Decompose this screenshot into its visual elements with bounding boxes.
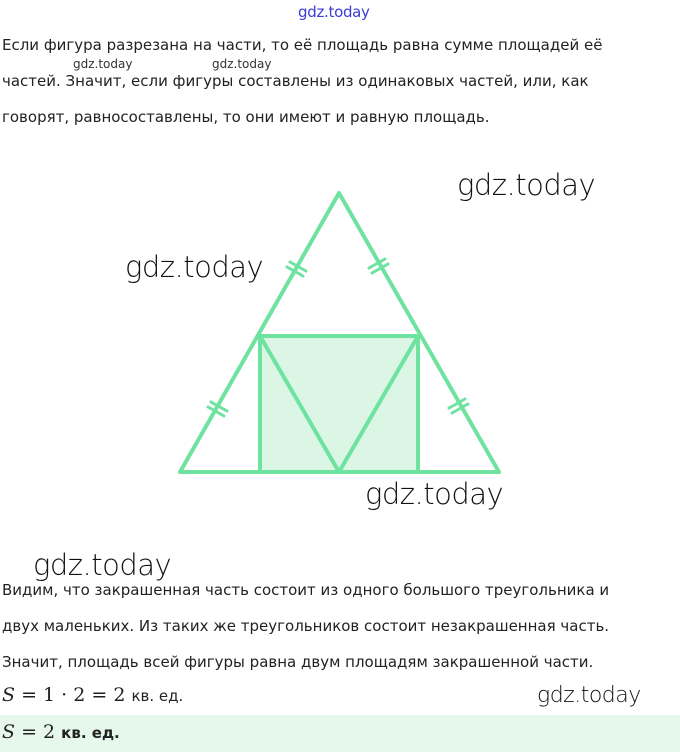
formula-calculation: [2, 684, 183, 706]
watermark-large-1: gdz.today: [457, 168, 596, 202]
intro-line-3: говорят, равносоставлены, то они имеют и равную площадь.: [2, 108, 490, 126]
watermark-top: gdz.today: [298, 3, 370, 21]
answer-formula: [2, 721, 120, 743]
explanation-line-2: двух маленьких. Из таких же треугольников состоит незакрашенная часть.: [2, 617, 610, 635]
explanation-line-3: Значит, площадь всей фигуры равна двум площадям закрашенной части.: [2, 653, 594, 671]
watermark-large-2: gdz.today: [125, 250, 264, 284]
formula-unit: кв. ед.: [131, 687, 184, 705]
explanation-paragraph: [2, 572, 609, 680]
answer-expression: = 2: [15, 721, 62, 743]
intro-line-1: Если фигура разрезана на части, то её площадь равна сумме площадей её: [2, 36, 603, 54]
formula-expression: = 1 · 2 = 2: [15, 684, 132, 706]
answer-unit: кв. ед.: [61, 724, 120, 742]
intro-line-2: частей. Значит, если фигуры составлены из одинаковых частей, или, как: [2, 72, 589, 90]
watermark-large-5: gdz.today: [537, 683, 641, 708]
shaded-rectangle: [260, 336, 418, 472]
answer-variable: S: [2, 721, 16, 743]
formula-variable: S: [2, 684, 16, 706]
watermark-small-2: gdz.today: [212, 57, 272, 71]
watermark-large-4: gdz.today: [33, 548, 172, 582]
watermark-small-1: gdz.today: [73, 57, 133, 71]
explanation-line-1: Видим, что закрашенная часть состоит из одного большого треугольника и: [2, 581, 610, 599]
watermark-large-3: gdz.today: [365, 477, 504, 511]
